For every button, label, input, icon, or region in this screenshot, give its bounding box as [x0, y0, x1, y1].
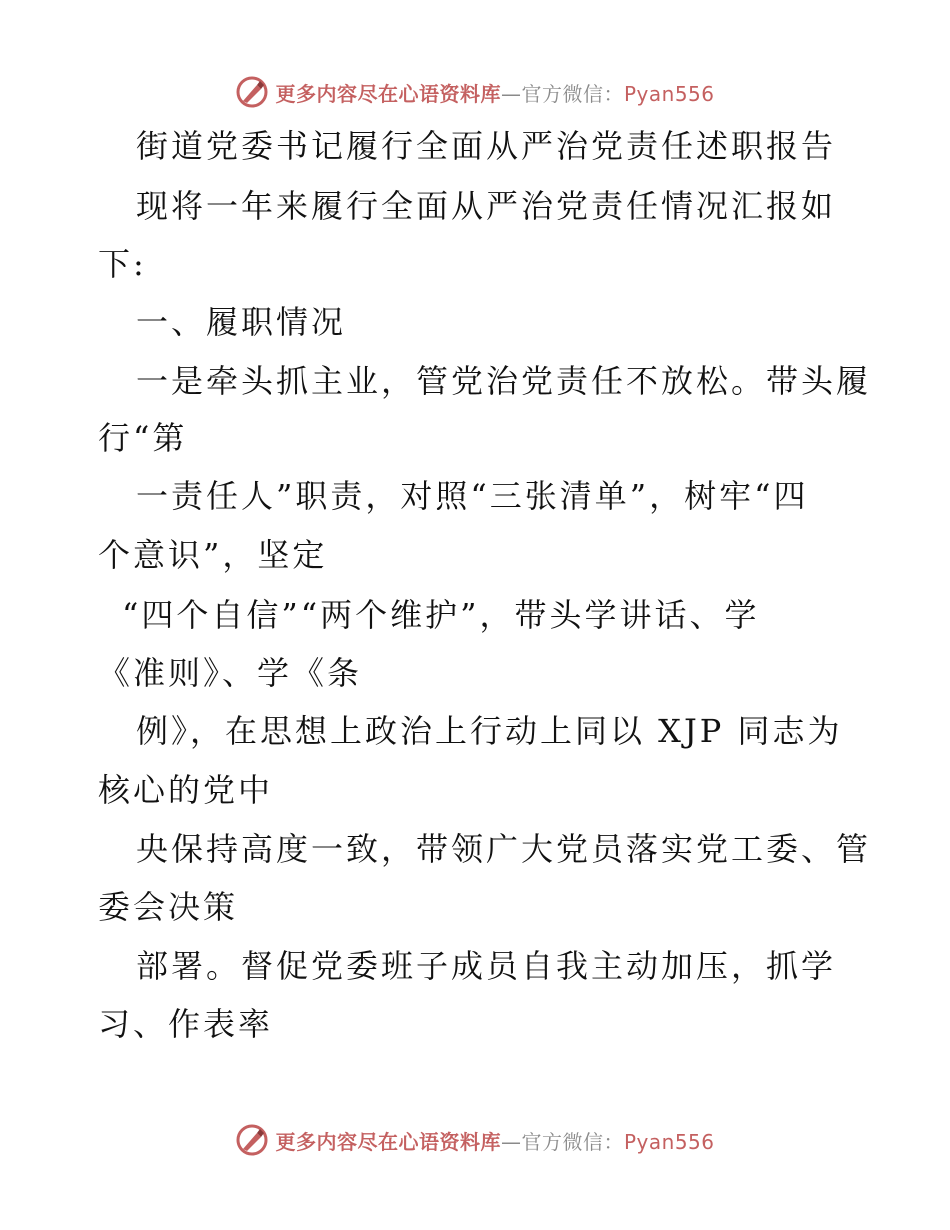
paragraph-line: 行“第 — [98, 419, 188, 457]
paragraph-line: 核心的党中 — [98, 771, 274, 809]
watermark-sub: 官方微信： — [521, 81, 624, 106]
paragraph-line: 现将一年来履行全面从严治党责任情况汇报如 — [136, 187, 837, 225]
pen-logo-icon — [235, 75, 269, 109]
watermark-main: 更多内容尽在心语资料库 — [275, 81, 501, 106]
paragraph-line: 部署。督促党委班子成员自我主动加压，抓学 — [136, 947, 837, 985]
pen-logo-icon — [235, 1123, 269, 1157]
footer-watermark — [0, 1118, 950, 1162]
document-title: 街道党委书记履行全面从严治党责任述职报告 — [136, 127, 837, 165]
paragraph-line: 央保持高度一致，带领广大党员落实党工委、管 — [136, 830, 872, 868]
paragraph-line: 一是牵头抓主业，管党治党责任不放松。带头履 — [136, 362, 872, 400]
watermark-id: Pyan556 — [623, 1129, 715, 1154]
watermark-dash: — — [500, 1129, 522, 1154]
paragraph-line: 委会决策 — [98, 888, 239, 926]
header-watermark — [0, 70, 950, 114]
watermark-id: Pyan556 — [623, 81, 715, 106]
watermark-text — [275, 78, 714, 107]
section-heading: 一、履职情况 — [136, 303, 347, 341]
paragraph-line: 《准则》、学《条 — [98, 654, 363, 692]
paragraph-line: “四个自信”“两个维护”，带头学讲话、学 — [122, 596, 760, 634]
watermark-text — [275, 1126, 714, 1155]
paragraph-line: 例》，在思想上政治上行动上同以 XJP 同志为 — [136, 712, 843, 750]
paragraph-line: 下: — [98, 245, 147, 283]
paragraph-line: 习、作表率 — [98, 1005, 274, 1043]
watermark-sub: 官方微信： — [521, 1129, 624, 1154]
paragraph-line: 一责任人”职责，对照“三张清单”，树牢“四 — [136, 477, 809, 515]
paragraph-line: 个意识”，坚定 — [98, 536, 328, 574]
watermark-main: 更多内容尽在心语资料库 — [275, 1129, 501, 1154]
watermark-dash: — — [500, 81, 522, 106]
